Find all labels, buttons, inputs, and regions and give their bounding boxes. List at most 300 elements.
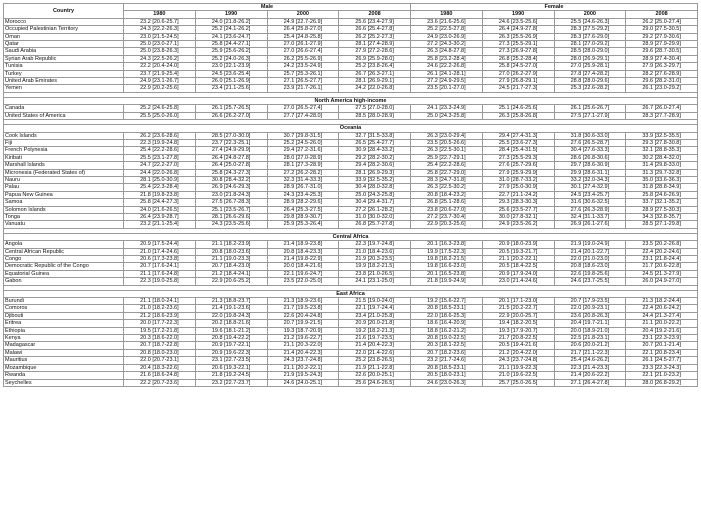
- value-cell: 21.8 [19.8-23.8]: [124, 191, 196, 198]
- value-cell: 27.9 [26.3-29.7]: [626, 63, 698, 70]
- value-cell: 22.3 [19.7-24.8]: [339, 241, 411, 248]
- value-cell: 25.7 [25.0-26.5]: [482, 379, 554, 386]
- value-cell: 21.9 [21.1-22.8]: [339, 364, 411, 371]
- value-cell: 19.2 [15.6-22.7]: [411, 298, 483, 305]
- value-cell: 21.6 [18.6-24.8]: [124, 372, 196, 379]
- value-cell: 21.4 [19.1-23.6]: [195, 305, 267, 312]
- value-cell: 29.4 [27.2-31.6]: [267, 147, 339, 154]
- table-row: [4, 241, 698, 248]
- value-cell: 27.5 [27.0-28.0]: [339, 105, 411, 112]
- table-row: [4, 357, 698, 364]
- country-name: Djibouti: [4, 312, 124, 319]
- value-cell: 26.4 [24.9-27.8]: [482, 26, 554, 33]
- value-cell: 24.9 [22.7-26.9]: [267, 18, 339, 25]
- value-cell: 21.1 [19.9-22.3]: [482, 364, 554, 371]
- value-cell: 21.5 [20.2-22.7]: [482, 305, 554, 312]
- value-cell: 28.9 [28.2-29.6]: [267, 199, 339, 206]
- value-cell: 23.0 [21.8-24.3]: [195, 191, 267, 198]
- value-cell: 25.8 [24.3-27.3]: [195, 169, 267, 176]
- year-header: 2000: [554, 11, 626, 18]
- value-cell: 20.9 [17.9-24.0]: [482, 270, 554, 277]
- country-name: Cook Islands: [4, 132, 124, 139]
- value-cell: 27.4 [24.9-29.9]: [195, 147, 267, 154]
- table-row: [4, 320, 698, 327]
- value-cell: 20.6 [20.0-21.2]: [554, 342, 626, 349]
- value-cell: 24.1 [23.1-25.0]: [339, 278, 411, 285]
- country-name: Oman: [4, 33, 124, 40]
- country-name: Palau: [4, 184, 124, 191]
- region-row: [4, 233, 698, 240]
- value-cell: 21.0 [17.4-24.6]: [124, 248, 196, 255]
- value-cell: 23.8 [20.6-27.0]: [411, 206, 483, 213]
- value-cell: 28.3 [27.5-29.2]: [554, 26, 626, 33]
- value-cell: 28.8 [28.0-29.6]: [554, 78, 626, 85]
- value-cell: 23.2 [21.7-24.6]: [411, 357, 483, 364]
- year-header: 2008: [339, 11, 411, 18]
- value-cell: 28.0 [26.9-29.1]: [554, 55, 626, 62]
- table-row: [4, 55, 698, 62]
- value-cell: 24.6 [23.7-25.5]: [554, 278, 626, 285]
- value-cell: 28.9 [27.9-29.9]: [626, 41, 698, 48]
- value-cell: 24.9 [23.5-26.2]: [482, 221, 554, 228]
- value-cell: 24.1 [23.3-24.9]: [411, 105, 483, 112]
- value-cell: 23.5 [22.0-25.0]: [267, 278, 339, 285]
- value-cell: 19.5 [17.2-21.8]: [124, 327, 196, 334]
- value-cell: 19.6 [18.1-21.2]: [195, 327, 267, 334]
- value-cell: 30.9 [28.4-33.2]: [339, 147, 411, 154]
- value-cell: 25.4 [22.2-28.6]: [411, 162, 483, 169]
- value-cell: 27.9 [26.8-29.1]: [482, 78, 554, 85]
- value-cell: 21.3 [18.2-24.4]: [626, 298, 698, 305]
- value-cell: 28.1 [27.4-28.9]: [339, 41, 411, 48]
- value-cell: 27.6 [26.5-28.7]: [554, 139, 626, 146]
- value-cell: 21.2 [18.4-24.1]: [195, 270, 267, 277]
- value-cell: 28.1 [27.0-29.2]: [554, 41, 626, 48]
- table-row: [4, 327, 698, 334]
- value-cell: 23.0 [21.5-24.5]: [124, 33, 196, 40]
- value-cell: 29.4 [27.4-31.3]: [482, 132, 554, 139]
- value-cell: 26.4 [24.8-27.8]: [195, 154, 267, 161]
- value-cell: 24.3 [23.7-24.8]: [482, 357, 554, 364]
- value-cell: 27.3 [25.5-29.1]: [482, 41, 554, 48]
- value-cell: 22.6 [19.8-25.6]: [554, 270, 626, 277]
- table-row: [4, 70, 698, 77]
- value-cell: 23.7 [21.9-25.4]: [124, 70, 196, 77]
- value-cell: 28.1 [26.9-29.3]: [339, 169, 411, 176]
- value-cell: 28.3 [27.6-29.0]: [554, 33, 626, 40]
- value-cell: 28.9 [27.4-30.4]: [626, 55, 698, 62]
- value-cell: 26.2 [25.0-27.4]: [626, 18, 698, 25]
- region-title: North America high-income: [4, 97, 698, 104]
- value-cell: 28.1 [26.9-29.1]: [339, 78, 411, 85]
- value-cell: 20.8 [18.6-23.0]: [554, 263, 626, 270]
- region-row: [4, 290, 698, 297]
- value-cell: 24.2 [23.5-24.9]: [267, 63, 339, 70]
- value-cell: 20.5 [18.4-22.5]: [482, 263, 554, 270]
- value-cell: 25.8 [24.4-27.3]: [124, 199, 196, 206]
- value-cell: 32.7 [31.5-33.8]: [339, 132, 411, 139]
- table-row: [4, 349, 698, 356]
- value-cell: 23.4 [21.1-25.6]: [195, 85, 267, 92]
- value-cell: 22.1 [20.8-23.4]: [626, 349, 698, 356]
- value-cell: 24.5 [23.6-25.4]: [195, 70, 267, 77]
- country-name: Central African Republic: [4, 248, 124, 255]
- value-cell: 28.6 [26.8-30.6]: [554, 154, 626, 161]
- value-cell: 25.2 [24.0-26.3]: [195, 55, 267, 62]
- country-name: Comoros: [4, 305, 124, 312]
- value-cell: 25.2 [22.5-27.8]: [411, 26, 483, 33]
- table-row: [4, 63, 698, 70]
- value-cell: 29.6 [28.2-31.0]: [626, 78, 698, 85]
- value-cell: 24.4 [21.3-27.4]: [626, 312, 698, 319]
- value-cell: 31.6 [30.6-32.5]: [554, 199, 626, 206]
- value-cell: 25.5 [25.0-26.0]: [124, 112, 196, 119]
- value-cell: 21.7 [20.6-22.8]: [626, 263, 698, 270]
- value-cell: 23.2 [22.7-23.7]: [195, 379, 267, 386]
- value-cell: 20.7 [18.2-23.6]: [411, 349, 483, 356]
- value-cell: 25.6 [23.5-27.7]: [482, 206, 554, 213]
- value-cell: 29.2 [27.9-30.6]: [626, 33, 698, 40]
- value-cell: 28.4 [25.4-31.5]: [482, 147, 554, 154]
- value-cell: 27.2 [26.1-28.2]: [339, 206, 411, 213]
- value-cell: 23.4 [21.0-25.8]: [339, 312, 411, 319]
- country-name: Samoa: [4, 199, 124, 206]
- year-header: 1990: [482, 11, 554, 18]
- value-cell: 24.4 [22.0-26.8]: [124, 169, 196, 176]
- value-cell: 34.3 [32.8-35.7]: [626, 213, 698, 220]
- value-cell: 30.4 [29.4-31.7]: [339, 199, 411, 206]
- region-row: [4, 125, 698, 132]
- table-row: [4, 270, 698, 277]
- value-cell: 21.1 [19.0-23.3]: [195, 256, 267, 263]
- value-cell: 21.2 [18.6-23.9]: [124, 312, 196, 319]
- value-cell: 26.3 [24.8-27.8]: [411, 48, 483, 55]
- value-cell: 30.8 [28.4-32.2]: [195, 176, 267, 183]
- value-cell: 20.3 [18.1-22.5]: [411, 342, 483, 349]
- table-row: [4, 33, 698, 40]
- value-cell: 19.3 [18.7-20.9]: [267, 327, 339, 334]
- value-cell: 24.5 [23.4-25.7]: [554, 191, 626, 198]
- value-cell: 20.3 [18.6-22.0]: [124, 335, 196, 342]
- value-cell: 31.3 [29.7-32.8]: [626, 169, 698, 176]
- value-cell: 23.5 [20.1-27.0]: [411, 85, 483, 92]
- value-cell: 27.1 [26.5-27.7]: [267, 78, 339, 85]
- value-cell: 27.5 [26.7-28.3]: [195, 199, 267, 206]
- value-cell: 24.3 [22.2-26.3]: [124, 26, 196, 33]
- value-cell: 28.5 [28.0-29.0]: [554, 48, 626, 55]
- value-cell: 29.3 [28.3-30.3]: [482, 199, 554, 206]
- value-cell: 21.1 [20.3-22.0]: [267, 342, 339, 349]
- value-cell: 33.7 [32.1-35.2]: [626, 199, 698, 206]
- value-cell: 28.1 [26.6-29.6]: [195, 213, 267, 220]
- value-cell: 26.8 [25.7-27.8]: [339, 221, 411, 228]
- country-name: Qatar: [4, 41, 124, 48]
- country-header: Country: [4, 4, 124, 19]
- country-name: Eritrea: [4, 320, 124, 327]
- value-cell: 25.1 [24.6-25.6]: [482, 105, 554, 112]
- value-cell: 23.6 [21.6-25.6]: [411, 18, 483, 25]
- value-cell: 26.0 [24.9-27.0]: [626, 278, 698, 285]
- value-cell: 23.1 [22.3-23.9]: [626, 335, 698, 342]
- value-cell: 21.2 [20.4-22.0]: [482, 349, 554, 356]
- value-cell: 26.1 [25.6-26.7]: [554, 105, 626, 112]
- table-row: [4, 105, 698, 112]
- table-row: [4, 26, 698, 33]
- value-cell: 20.8 [18.5-23.1]: [411, 305, 483, 312]
- value-cell: 29.9 [28.6-31.1]: [554, 169, 626, 176]
- value-cell: 26.1 [24.1-28.1]: [411, 70, 483, 77]
- value-cell: 24.3 [23.7-24.8]: [267, 357, 339, 364]
- value-cell: 20.4 [19.7-21.1]: [554, 320, 626, 327]
- value-cell: 32.1 [28.8-35.3]: [626, 147, 698, 154]
- value-cell: 25.0 [24.3-25.8]: [339, 191, 411, 198]
- value-cell: 23.5 [20.5-26.6]: [411, 139, 483, 146]
- value-cell: 26.3 [25.8-26.8]: [482, 112, 554, 119]
- value-cell: 26.3 [25.5-26.9]: [482, 33, 554, 40]
- value-cell: 20.0 [18.9-21.0]: [554, 327, 626, 334]
- value-cell: 20.0 [17.7-22.3]: [124, 320, 196, 327]
- value-cell: 31.8 [30.6-33.0]: [554, 132, 626, 139]
- value-cell: 30.0 [27.8-32.1]: [482, 213, 554, 220]
- value-cell: 26.9 [25.9-28.0]: [339, 55, 411, 62]
- region-title: East Africa: [4, 290, 698, 297]
- region-row: [4, 97, 698, 104]
- value-cell: 27.0 [26.5-27.4]: [267, 105, 339, 112]
- value-cell: 20.6 [19.3-22.1]: [195, 364, 267, 371]
- value-cell: 27.0 [26.2-27.9]: [482, 70, 554, 77]
- value-cell: 20.7 [18.4-23.0]: [195, 263, 267, 270]
- value-cell: 21.4 [18.9-23.8]: [267, 241, 339, 248]
- table-row: [4, 132, 698, 139]
- country-name: Solomon Islands: [4, 206, 124, 213]
- value-cell: 26.5 [25.4-27.7]: [339, 139, 411, 146]
- year-header: 2008: [626, 11, 698, 18]
- country-name: Papua New Guinea: [4, 191, 124, 198]
- value-cell: 30.4 [27.6-33.3]: [554, 147, 626, 154]
- table-row: [4, 18, 698, 25]
- country-name: Morocco: [4, 18, 124, 25]
- value-cell: 24.5 [21.3-27.9]: [626, 270, 698, 277]
- value-cell: 21.9 [19.0-24.9]: [554, 241, 626, 248]
- country-name: Congo: [4, 256, 124, 263]
- value-cell: 20.4 [18.3-22.6]: [124, 364, 196, 371]
- value-cell: 30.2 [28.4-32.0]: [626, 154, 698, 161]
- value-cell: 24.0 [21.8-26.2]: [195, 18, 267, 25]
- value-cell: 29.2 [28.2-30.2]: [339, 154, 411, 161]
- value-cell: 24.7 [22.2-27.0]: [124, 162, 196, 169]
- country-name: Madagascar: [4, 342, 124, 349]
- value-cell: 22.3 [21.4-23.3]: [554, 364, 626, 371]
- value-cell: 30.1 [27.4-32.9]: [554, 184, 626, 191]
- value-cell: 27.1 [26.4-27.8]: [554, 379, 626, 386]
- value-cell: 29.0 [27.5-30.5]: [626, 26, 698, 33]
- value-cell: 27.0 [25.9-28.1]: [554, 63, 626, 70]
- country-name: Fiji: [4, 139, 124, 146]
- value-cell: 22.5 [21.8-23.1]: [554, 335, 626, 342]
- value-cell: 23.5 [20.2-26.8]: [626, 241, 698, 248]
- value-cell: 25.2 [24.5-26.0]: [267, 139, 339, 146]
- country-name: Saudi Arabia: [4, 48, 124, 55]
- value-cell: 19.2 [18.2-21.3]: [339, 327, 411, 334]
- table-row: [4, 162, 698, 169]
- value-cell: 33.9 [32.5-35.5]: [626, 132, 698, 139]
- table-row: [4, 191, 698, 198]
- value-cell: 20.8 [18.4-23.2]: [411, 191, 483, 198]
- value-cell: 22.4 [20.2-24.6]: [626, 248, 698, 255]
- table-row: [4, 256, 698, 263]
- value-cell: 22.2 [20.4-24.0]: [124, 63, 196, 70]
- value-cell: 24.6 [23.0-26.3]: [411, 379, 483, 386]
- male-header: Male: [124, 4, 411, 11]
- value-cell: 20.9 [19.6-22.3]: [195, 349, 267, 356]
- value-cell: 26.2 [25.2-27.3]: [339, 33, 411, 40]
- value-cell: 28.1 [25.0-30.9]: [124, 176, 196, 183]
- year-header: 1990: [195, 11, 267, 18]
- value-cell: 21.1 [20.2-22.1]: [267, 364, 339, 371]
- value-cell: 24.6 [22.2-26.8]: [411, 63, 483, 70]
- country-name: Syrian Arab Republic: [4, 55, 124, 62]
- value-cell: 23.9 [21.7-26.1]: [267, 85, 339, 92]
- table-row: [4, 298, 698, 305]
- value-cell: 21.0 [19.6-22.5]: [482, 372, 554, 379]
- value-cell: 25.2 [24.6-25.8]: [124, 105, 196, 112]
- value-cell: 29.8 [28.9-30.7]: [267, 213, 339, 220]
- value-cell: 26.9 [24.6-29.3]: [195, 184, 267, 191]
- value-cell: 21.7 [21.1-22.3]: [554, 349, 626, 356]
- value-cell: 24.6 [23.5-25.6]: [482, 18, 554, 25]
- value-cell: 25.8 [22.7-29.0]: [411, 169, 483, 176]
- country-name: Gabon: [4, 278, 124, 285]
- value-cell: 25.9 [22.7-29.1]: [411, 154, 483, 161]
- value-cell: 22.0 [20.9-23.1]: [554, 305, 626, 312]
- value-cell: 22.9 [20.0-25.7]: [482, 312, 554, 319]
- value-cell: 21.1 [20.0-22.2]: [626, 320, 698, 327]
- value-cell: 21.4 [20.1-22.7]: [554, 248, 626, 255]
- region-title: Central Africa: [4, 233, 698, 240]
- country-name: Vanuatu: [4, 221, 124, 228]
- value-cell: 24.0 [21.6-26.5]: [124, 206, 196, 213]
- value-cell: 26.6 [25.4-27.8]: [339, 26, 411, 33]
- value-cell: 20.7 [19.9-21.5]: [267, 320, 339, 327]
- value-cell: 22.9 [20.6-25.2]: [195, 278, 267, 285]
- value-cell: 21.4 [19.8-22.9]: [267, 256, 339, 263]
- value-cell: 28.0 [27.0-28.9]: [267, 154, 339, 161]
- value-cell: 20.1 [16.3-23.8]: [411, 241, 483, 248]
- value-cell: 26.4 [25.3-27.5]: [267, 206, 339, 213]
- value-cell: 20.5 [18.0-23.1]: [411, 372, 483, 379]
- value-cell: 31.4 [29.8-33.0]: [626, 162, 698, 169]
- value-cell: 21.2 [19.6-22.7]: [267, 335, 339, 342]
- country-name: Tonga: [4, 213, 124, 220]
- table-row: [4, 379, 698, 386]
- country-name: French Polynesia: [4, 147, 124, 154]
- country-name: Equatorial Guinea: [4, 270, 124, 277]
- value-cell: 21.3 [18.8-23.7]: [195, 298, 267, 305]
- value-cell: 27.2 [23.7-30.4]: [411, 213, 483, 220]
- value-cell: 25.1 [23.5-26.7]: [195, 206, 267, 213]
- value-cell: 28.2 [27.6-28.9]: [626, 70, 698, 77]
- country-name: Kenya: [4, 335, 124, 342]
- value-cell: 22.3 [19.9-24.8]: [124, 139, 196, 146]
- country-name: Malawi: [4, 349, 124, 356]
- value-cell: 28.3 [27.7-28.9]: [626, 112, 698, 119]
- table-row: [4, 305, 698, 312]
- country-name: Ethiopia: [4, 327, 124, 334]
- value-cell: 25.6 [24.6-26.5]: [339, 379, 411, 386]
- value-cell: 26.6 [26.2-27.0]: [195, 112, 267, 119]
- value-cell: 25.0 [23.0-27.1]: [124, 41, 196, 48]
- value-cell: 26.3 [23.0-29.4]: [411, 132, 483, 139]
- table-row: [4, 248, 698, 255]
- country-name: Burundi: [4, 298, 124, 305]
- value-cell: 24.3 [22.5-26.2]: [124, 55, 196, 62]
- country-name: Canada: [4, 105, 124, 112]
- value-cell: 23.0 [22.1-23.9]: [195, 63, 267, 70]
- value-cell: 20.8 [19.0-22.5]: [411, 335, 483, 342]
- table-row: [4, 213, 698, 220]
- value-cell: 22.0 [19.8-24.3]: [195, 312, 267, 319]
- value-cell: 25.5 [23.6-27.3]: [482, 139, 554, 146]
- value-cell: 27.2 [26.2-28.2]: [267, 169, 339, 176]
- value-cell: 20.7 [17.9-23.5]: [554, 298, 626, 305]
- value-cell: 25.0 [24.3-25.8]: [411, 112, 483, 119]
- value-cell: 26.9 [26.1-27.6]: [554, 221, 626, 228]
- value-cell: 28.9 [26.7-31.0]: [267, 184, 339, 191]
- country-name: Nauru: [4, 176, 124, 183]
- value-cell: 27.6 [25.7-29.6]: [482, 162, 554, 169]
- value-cell: 23.2 [21.1-25.4]: [124, 221, 196, 228]
- value-cell: 21.3 [18.9-23.6]: [267, 298, 339, 305]
- value-cell: 24.3 [23.4-25.3]: [267, 191, 339, 198]
- table-row: [4, 221, 698, 228]
- value-cell: 26.3 [22.5-30.1]: [411, 147, 483, 154]
- value-cell: 25.6 [23.4-27.9]: [339, 18, 411, 25]
- table-row: [4, 154, 698, 161]
- country-name: Marshall Islands: [4, 162, 124, 169]
- country-name: Mozambique: [4, 364, 124, 371]
- value-cell: 23.1 [22.7-23.5]: [195, 357, 267, 364]
- value-cell: 20.8 [19.4-22.2]: [195, 335, 267, 342]
- table-row: [4, 184, 698, 191]
- value-cell: 21.1 [17.6-24.8]: [124, 270, 196, 277]
- value-cell: 26.1 [24.5-27.7]: [626, 357, 698, 364]
- value-cell: 25.8 [24.6-26.9]: [626, 191, 698, 198]
- value-cell: 19.8 [18.2-21.5]: [411, 256, 483, 263]
- value-cell: 20.0 [18.4-21.6]: [267, 263, 339, 270]
- value-cell: 22.9 [20.3-25.6]: [411, 221, 483, 228]
- value-cell: 27.8 [27.4-28.2]: [554, 70, 626, 77]
- value-cell: 20.6 [17.3-23.8]: [124, 256, 196, 263]
- value-cell: 20.7 [17.6-24.1]: [124, 263, 196, 270]
- value-cell: 25.0 [23.8-26.3]: [124, 48, 196, 55]
- value-cell: 35.0 [33.6-36.3]: [626, 176, 698, 183]
- value-cell: 20.9 [19.7-22.1]: [195, 342, 267, 349]
- value-cell: 20.8 [18.5-23.1]: [411, 364, 483, 371]
- value-cell: 20.4 [19.2-21.6]: [626, 327, 698, 334]
- value-cell: 28.0 [26.8-29.2]: [626, 379, 698, 386]
- table-row: [4, 147, 698, 154]
- value-cell: 22.1 [19.7-24.4]: [339, 305, 411, 312]
- table-row: [4, 85, 698, 92]
- value-cell: 21.5 [19.0-24.0]: [339, 298, 411, 305]
- country-name: Occupied Palestinian Territory: [4, 26, 124, 33]
- value-cell: 20.8 [18.4-23.3]: [267, 248, 339, 255]
- table-row: [4, 199, 698, 206]
- table-row: [4, 372, 698, 379]
- value-cell: 23.3 [22.3-24.3]: [626, 364, 698, 371]
- value-cell: 24.5 [21.7-27.3]: [482, 85, 554, 92]
- value-cell: 20.5 [19.4-21.6]: [482, 342, 554, 349]
